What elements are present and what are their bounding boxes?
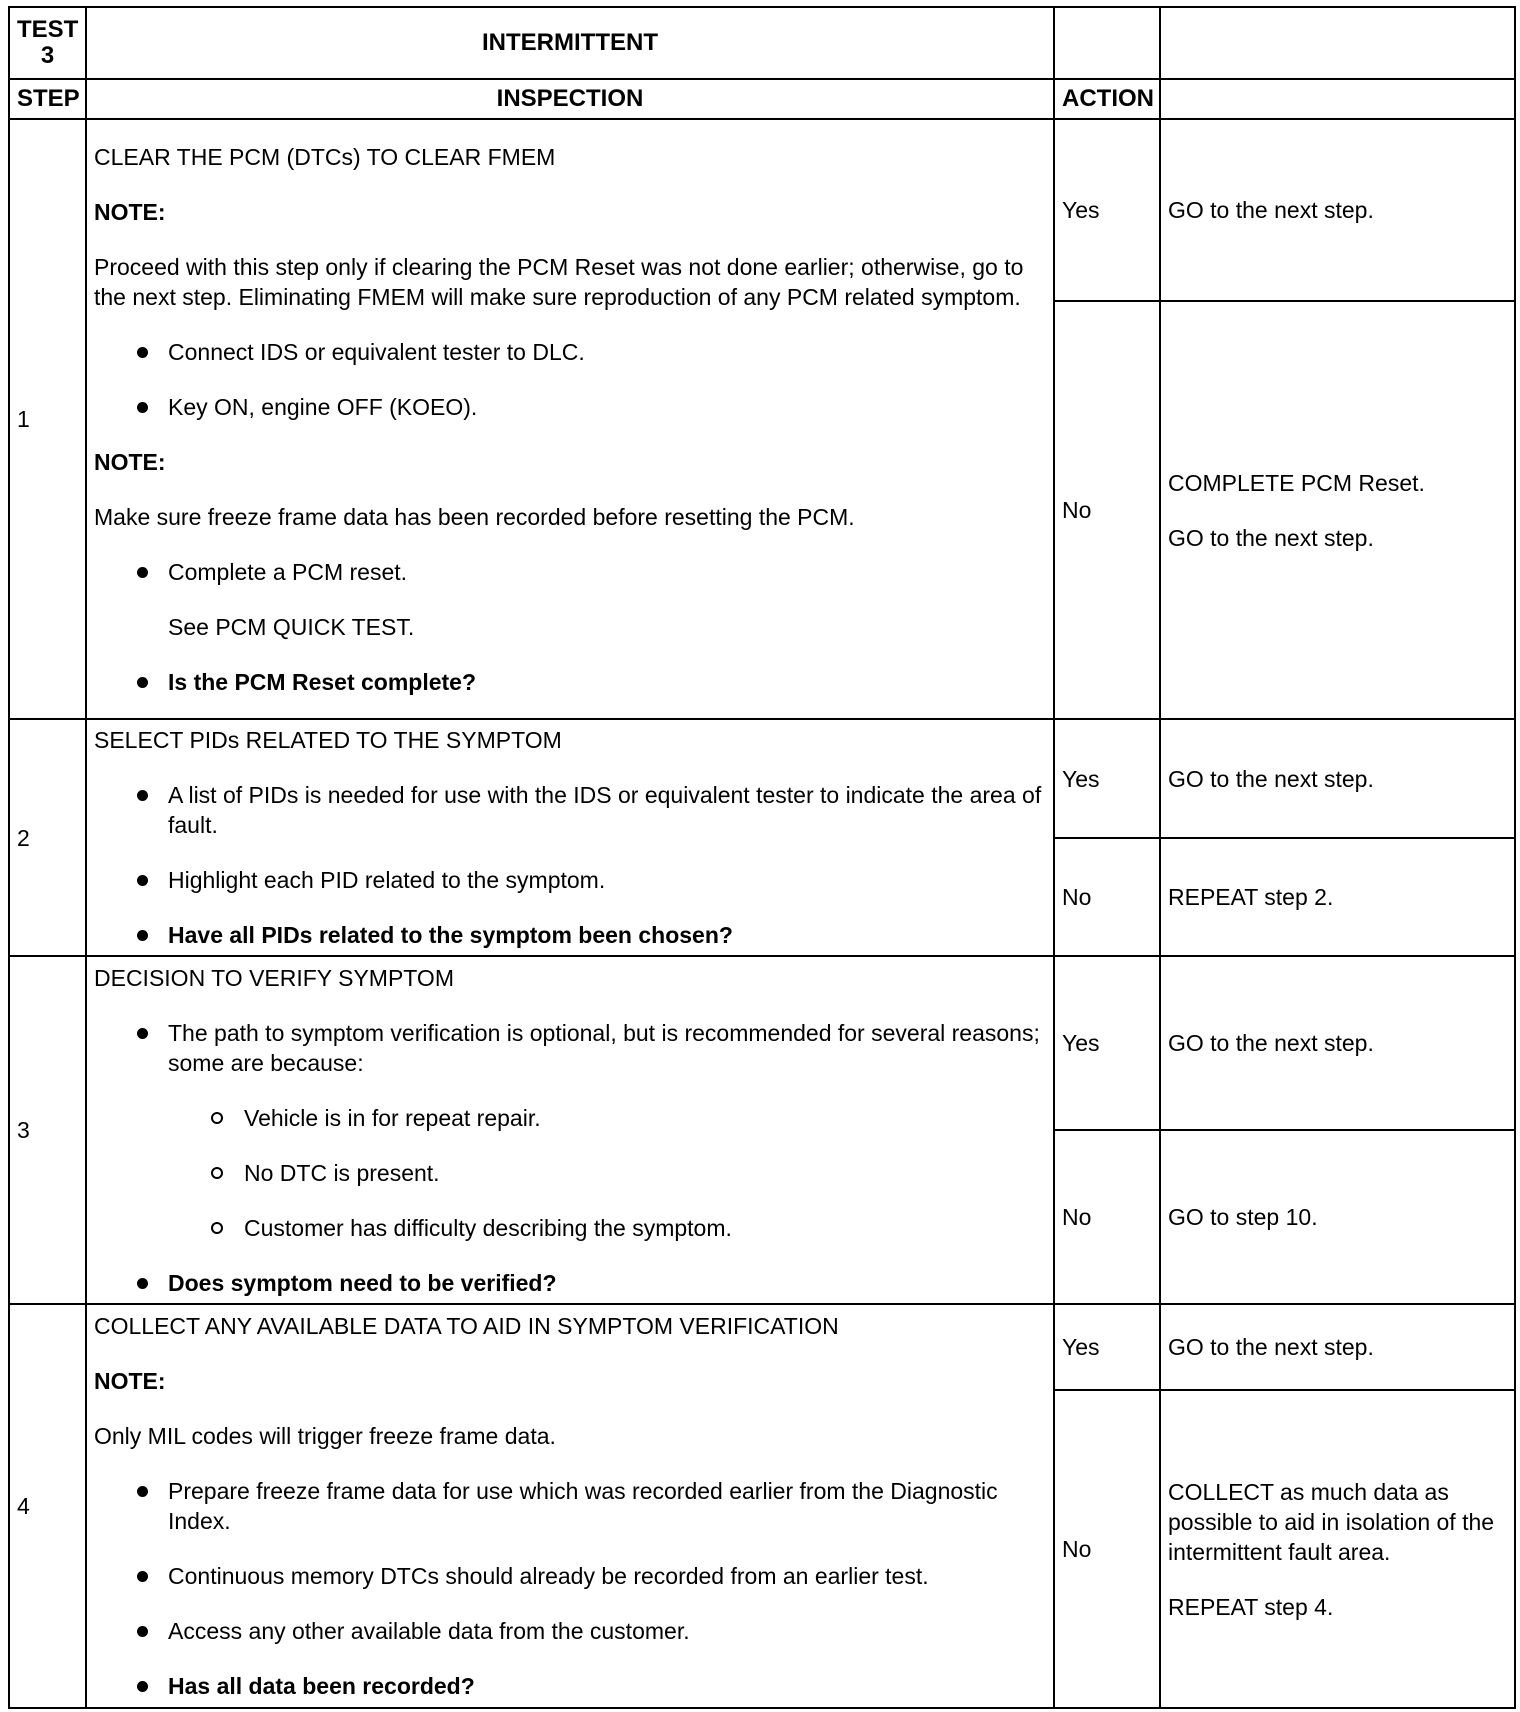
bullet-item: Connect IDS or equivalent tester to DLC. [94,337,1046,367]
bullet-icon [137,402,148,413]
step-inspection [86,956,1054,1304]
bullet-icon [137,347,148,358]
sub-bullet-item: No DTC is present. [94,1158,1046,1188]
bullet-icon [137,1028,148,1039]
step-row [9,956,1515,1130]
bullet-icon [137,1278,148,1289]
bullet-icon [137,1681,148,1692]
test-number: 3 [40,42,55,69]
test-title: INTERMITTENT [86,7,1054,79]
test-number-cell [9,7,86,79]
yes-action: GO to the next step. [1160,119,1515,301]
note-text: Proceed with this step only if clearing the PCM Reset was not done earlier; otherwise, go to the next step. Eliminating FMEM will make sure reproduction of any PCM related symptom. [94,253,1024,310]
bullet-icon [137,875,148,886]
step-inspection [86,119,1054,719]
bullet-item: Complete a PCM reset. [94,557,1046,587]
yes-action: GO to the next step. [1160,1304,1515,1390]
bullet-item: Key ON, engine OFF (KOEO). [94,392,1046,422]
yes-label: Yes [1054,119,1160,301]
sub-bullet-item: Vehicle is in for repeat repair. [94,1103,1046,1133]
note-text: Make sure freeze frame data has been recorded before resetting the PCM. [94,503,855,530]
no-label: No [1054,1390,1160,1708]
note-label: NOTE: [94,448,166,475]
yes-label: Yes [1054,1304,1160,1390]
bullet-icon [137,1486,148,1497]
step-row [9,119,1515,301]
circle-bullet-icon [211,1167,223,1179]
no-action: COLLECT as much data as possible to aid in isolation of the intermittent fault area. REPEAT step 4. [1160,1390,1515,1708]
step-inspection [86,719,1054,956]
action-column-header: ACTION [1054,79,1160,119]
step-column-header: STEP [9,79,86,119]
test-header-row [9,7,1515,79]
bullet-icon [137,567,148,578]
empty-header-cell [1054,7,1160,79]
step-question: Does symptom need to be verified? [94,1268,1046,1298]
note-label: NOTE: [94,198,166,225]
circle-bullet-icon [211,1222,223,1234]
bullet-item: Highlight each PID related to the symptom. [94,865,1046,895]
yes-action: GO to the next step. [1160,956,1515,1130]
yes-label: Yes [1054,956,1160,1130]
test-label: TEST [17,16,79,43]
step-question: Is the PCM Reset complete? [94,667,1046,697]
bullet-icon [137,1626,148,1637]
empty-header-cell [1160,7,1515,79]
step-heading: SELECT PIDs RELATED TO THE SYMPTOM [94,727,562,753]
step-heading: DECISION TO VERIFY SYMPTOM [94,964,454,991]
note-label: NOTE: [94,1368,166,1394]
bullet-icon [137,677,148,688]
bullet-icon [137,1571,148,1582]
circle-bullet-icon [211,1112,223,1124]
yes-action: GO to the next step. [1160,719,1515,838]
step-inspection [86,1304,1054,1708]
column-header-row [9,79,1515,119]
no-label: No [1054,838,1160,956]
diagnostic-table [8,6,1516,1709]
step-number: 1 [9,119,86,719]
bullet-item: Access any other available data from the customer. [94,1616,1046,1646]
inspection-column-header: INSPECTION [86,79,1054,119]
step-heading: CLEAR THE PCM (DTCs) TO CLEAR FMEM [94,143,556,170]
bullet-item: Prepare freeze frame data for use which was recorded earlier from the Diagnostic Index. [94,1476,1046,1536]
bullet-item: Continuous memory DTCs should already be recorded from an earlier test. [94,1561,1046,1591]
no-label: No [1054,1130,1160,1304]
step-number: 4 [9,1304,86,1708]
no-action: REPEAT step 2. [1160,838,1515,956]
no-label: No [1054,301,1160,719]
step-heading: COLLECT ANY AVAILABLE DATA TO AID IN SYMPTOM VERIFICATION [94,1313,839,1339]
no-action: COMPLETE PCM Reset. GO to the next step. [1160,301,1515,719]
empty-header-cell [1160,79,1515,119]
step-number: 2 [9,719,86,956]
bullet-item: A list of PIDs is needed for use with the IDS or equivalent tester to indicate the area of fault. [94,780,1046,840]
step-row [9,1304,1515,1390]
bullet-icon [137,930,148,941]
see-reference: See PCM QUICK TEST. [168,613,415,640]
bullet-item: The path to symptom verification is optional, but is recommended for several reasons; some are because: [94,1018,1046,1078]
no-action: GO to step 10. [1160,1130,1515,1304]
sub-bullet-item: Customer has difficulty describing the symptom. [94,1213,1046,1243]
step-number: 3 [9,956,86,1304]
bullet-icon [137,790,148,801]
yes-label: Yes [1054,719,1160,838]
note-text: Only MIL codes will trigger freeze frame data. [94,1423,556,1449]
step-question: Has all data been recorded? [94,1671,1046,1701]
step-question: Have all PIDs related to the symptom been chosen? [94,920,1046,950]
step-row [9,719,1515,838]
